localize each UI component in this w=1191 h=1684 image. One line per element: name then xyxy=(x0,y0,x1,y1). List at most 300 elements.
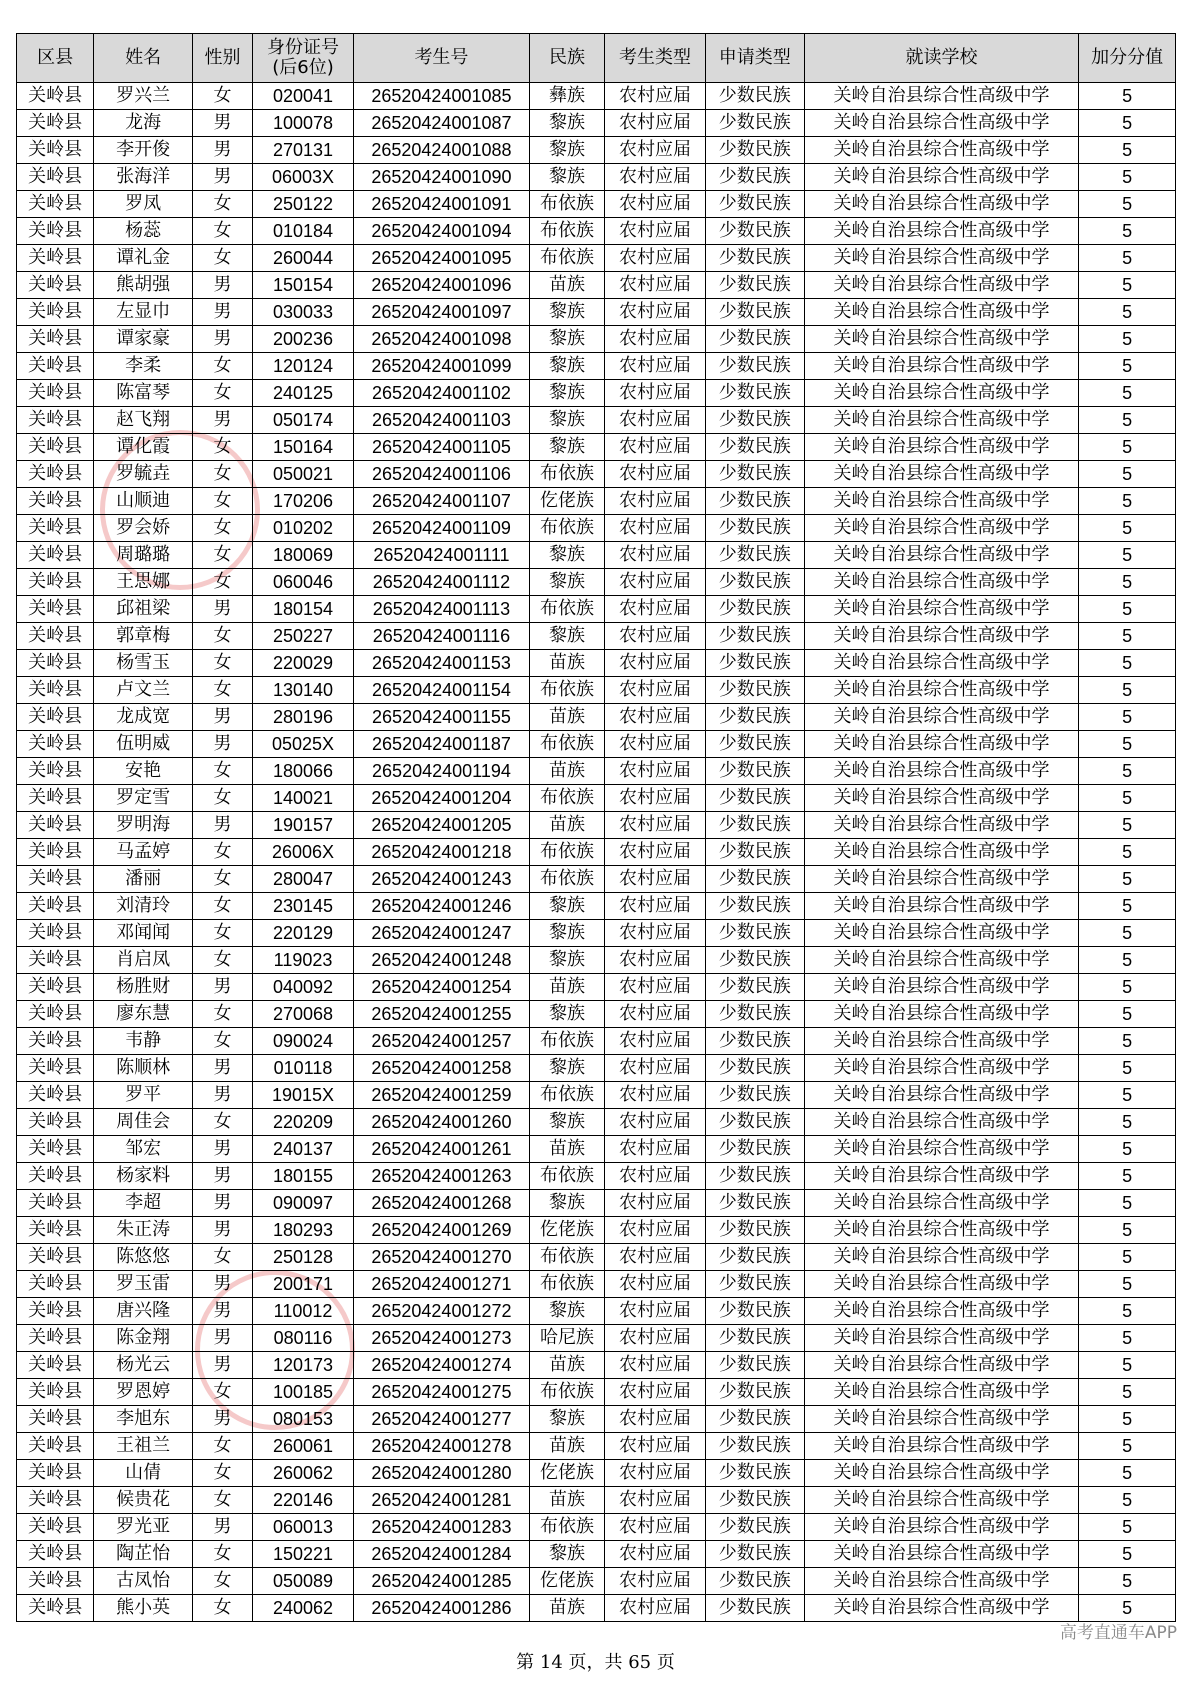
cell-id-last6: 26006X xyxy=(253,839,354,866)
cell-gender: 男 xyxy=(192,1136,252,1163)
cell-application-type: 少数民族 xyxy=(705,1244,804,1271)
cell-school: 关岭自治县综合性高级中学 xyxy=(804,758,1079,785)
cell-ethnicity: 苗族 xyxy=(529,704,604,731)
cell-ethnicity: 黎族 xyxy=(529,1298,604,1325)
cell-application-type: 少数民族 xyxy=(705,1406,804,1433)
cell-name: 赵飞翔 xyxy=(94,407,193,434)
cell-district: 关岭县 xyxy=(17,326,94,353)
cell-ethnicity: 布依族 xyxy=(529,731,604,758)
cell-district: 关岭县 xyxy=(17,1541,94,1568)
cell-ethnicity: 黎族 xyxy=(529,353,604,380)
cell-name: 李柔 xyxy=(94,353,193,380)
cell-bonus-points: 5 xyxy=(1079,1028,1176,1055)
cell-name: 陶芷怡 xyxy=(94,1541,193,1568)
cell-exam-number: 26520424001194 xyxy=(353,758,529,785)
cell-gender: 男 xyxy=(192,407,252,434)
cell-district: 关岭县 xyxy=(17,1190,94,1217)
cell-application-type: 少数民族 xyxy=(705,380,804,407)
cell-ethnicity: 布依族 xyxy=(529,785,604,812)
cell-gender: 女 xyxy=(192,1487,252,1514)
cell-school: 关岭自治县综合性高级中学 xyxy=(804,1136,1079,1163)
cell-ethnicity: 黎族 xyxy=(529,1109,604,1136)
cell-application-type: 少数民族 xyxy=(705,1568,804,1595)
cell-gender: 男 xyxy=(192,1514,252,1541)
cell-district: 关岭县 xyxy=(17,920,94,947)
cell-gender: 女 xyxy=(192,1109,252,1136)
cell-school: 关岭自治县综合性高级中学 xyxy=(804,1109,1079,1136)
cell-gender: 女 xyxy=(192,1244,252,1271)
table-row xyxy=(17,1001,1176,1028)
header-exam-number: 考生号 xyxy=(353,34,529,83)
cell-exam-number: 26520424001269 xyxy=(353,1217,529,1244)
table-row xyxy=(17,704,1176,731)
cell-id-last6: 19015X xyxy=(253,1082,354,1109)
table-row xyxy=(17,1136,1176,1163)
cell-gender: 女 xyxy=(192,1001,252,1028)
cell-exam-number: 26520424001285 xyxy=(353,1568,529,1595)
cell-gender: 男 xyxy=(192,272,252,299)
cell-district: 关岭县 xyxy=(17,1595,94,1622)
cell-school: 关岭自治县综合性高级中学 xyxy=(804,1271,1079,1298)
cell-school: 关岭自治县综合性高级中学 xyxy=(804,1541,1079,1568)
cell-ethnicity: 黎族 xyxy=(529,299,604,326)
cell-id-last6: 050089 xyxy=(253,1568,354,1595)
cell-application-type: 少数民族 xyxy=(705,1460,804,1487)
cell-gender: 女 xyxy=(192,866,252,893)
cell-exam-number: 26520424001247 xyxy=(353,920,529,947)
header-candidate-type: 考生类型 xyxy=(605,34,706,83)
cell-id-last6: 120173 xyxy=(253,1352,354,1379)
cell-exam-number: 26520424001275 xyxy=(353,1379,529,1406)
cell-ethnicity: 仡佬族 xyxy=(529,1217,604,1244)
cell-school: 关岭自治县综合性高级中学 xyxy=(804,974,1079,1001)
cell-exam-number: 26520424001270 xyxy=(353,1244,529,1271)
cell-bonus-points: 5 xyxy=(1079,839,1176,866)
cell-name: 杨雪玉 xyxy=(94,650,193,677)
table-row xyxy=(17,299,1176,326)
cell-candidate-type: 农村应届 xyxy=(605,191,706,218)
cell-application-type: 少数民族 xyxy=(705,866,804,893)
cell-name: 罗明海 xyxy=(94,812,193,839)
cell-name: 邹宏 xyxy=(94,1136,193,1163)
cell-candidate-type: 农村应届 xyxy=(605,623,706,650)
table-row xyxy=(17,1298,1176,1325)
cell-exam-number: 26520424001116 xyxy=(353,623,529,650)
cell-school: 关岭自治县综合性高级中学 xyxy=(804,272,1079,299)
cell-school: 关岭自治县综合性高级中学 xyxy=(804,1460,1079,1487)
cell-gender: 女 xyxy=(192,218,252,245)
cell-name: 熊胡强 xyxy=(94,272,193,299)
cell-gender: 女 xyxy=(192,245,252,272)
cell-application-type: 少数民族 xyxy=(705,1379,804,1406)
cell-district: 关岭县 xyxy=(17,758,94,785)
header-name: 姓名 xyxy=(94,34,193,83)
cell-school: 关岭自治县综合性高级中学 xyxy=(804,785,1079,812)
cell-district: 关岭县 xyxy=(17,299,94,326)
cell-school: 关岭自治县综合性高级中学 xyxy=(804,1190,1079,1217)
cell-ethnicity: 黎族 xyxy=(529,569,604,596)
cell-name: 朱正涛 xyxy=(94,1217,193,1244)
cell-ethnicity: 黎族 xyxy=(529,326,604,353)
cell-exam-number: 26520424001272 xyxy=(353,1298,529,1325)
cell-application-type: 少数民族 xyxy=(705,110,804,137)
cell-district: 关岭县 xyxy=(17,245,94,272)
cell-gender: 男 xyxy=(192,812,252,839)
cell-candidate-type: 农村应届 xyxy=(605,650,706,677)
cell-gender: 男 xyxy=(192,731,252,758)
cell-exam-number: 26520424001096 xyxy=(353,272,529,299)
cell-id-last6: 180155 xyxy=(253,1163,354,1190)
cell-id-last6: 260062 xyxy=(253,1460,354,1487)
cell-district: 关岭县 xyxy=(17,704,94,731)
cell-school: 关岭自治县综合性高级中学 xyxy=(804,866,1079,893)
cell-candidate-type: 农村应届 xyxy=(605,1325,706,1352)
cell-name: 唐兴隆 xyxy=(94,1298,193,1325)
cell-school: 关岭自治县综合性高级中学 xyxy=(804,407,1079,434)
app-watermark: 高考直通车APP xyxy=(1059,1623,1177,1643)
cell-candidate-type: 农村应届 xyxy=(605,1163,706,1190)
cell-candidate-type: 农村应届 xyxy=(605,488,706,515)
cell-district: 关岭县 xyxy=(17,1271,94,1298)
cell-candidate-type: 农村应届 xyxy=(605,1001,706,1028)
cell-id-last6: 180293 xyxy=(253,1217,354,1244)
cell-gender: 男 xyxy=(192,1190,252,1217)
cell-district: 关岭县 xyxy=(17,1298,94,1325)
cell-district: 关岭县 xyxy=(17,974,94,1001)
cell-candidate-type: 农村应届 xyxy=(605,1352,706,1379)
cell-gender: 女 xyxy=(192,515,252,542)
cell-candidate-type: 农村应届 xyxy=(605,866,706,893)
cell-ethnicity: 黎族 xyxy=(529,110,604,137)
cell-school: 关岭自治县综合性高级中学 xyxy=(804,218,1079,245)
cell-district: 关岭县 xyxy=(17,353,94,380)
cell-bonus-points: 5 xyxy=(1079,1109,1176,1136)
cell-school: 关岭自治县综合性高级中学 xyxy=(804,164,1079,191)
cell-bonus-points: 5 xyxy=(1079,731,1176,758)
cell-name: 罗玉雷 xyxy=(94,1271,193,1298)
cell-name: 杨胜财 xyxy=(94,974,193,1001)
cell-id-last6: 150164 xyxy=(253,434,354,461)
cell-exam-number: 26520424001187 xyxy=(353,731,529,758)
table-row xyxy=(17,137,1176,164)
cell-district: 关岭县 xyxy=(17,1028,94,1055)
cell-exam-number: 26520424001109 xyxy=(353,515,529,542)
cell-bonus-points: 5 xyxy=(1079,1001,1176,1028)
cell-name: 罗平 xyxy=(94,1082,193,1109)
cell-district: 关岭县 xyxy=(17,164,94,191)
cell-district: 关岭县 xyxy=(17,947,94,974)
cell-school: 关岭自治县综合性高级中学 xyxy=(804,1568,1079,1595)
cell-gender: 男 xyxy=(192,299,252,326)
cell-exam-number: 26520424001154 xyxy=(353,677,529,704)
cell-exam-number: 26520424001255 xyxy=(353,1001,529,1028)
cell-exam-number: 26520424001248 xyxy=(353,947,529,974)
cell-id-last6: 120124 xyxy=(253,353,354,380)
cell-id-last6: 130140 xyxy=(253,677,354,704)
cell-name: 王祖兰 xyxy=(94,1433,193,1460)
cell-exam-number: 26520424001246 xyxy=(353,893,529,920)
cell-bonus-points: 5 xyxy=(1079,1460,1176,1487)
cell-gender: 男 xyxy=(192,1217,252,1244)
cell-ethnicity: 黎族 xyxy=(529,1001,604,1028)
cell-application-type: 少数民族 xyxy=(705,1001,804,1028)
cell-candidate-type: 农村应届 xyxy=(605,299,706,326)
cell-exam-number: 26520424001088 xyxy=(353,137,529,164)
table-row xyxy=(17,488,1176,515)
cell-id-last6: 119023 xyxy=(253,947,354,974)
table-row xyxy=(17,542,1176,569)
cell-school: 关岭自治县综合性高级中学 xyxy=(804,677,1079,704)
cell-candidate-type: 农村应届 xyxy=(605,1136,706,1163)
cell-bonus-points: 5 xyxy=(1079,1568,1176,1595)
table-body xyxy=(17,83,1176,1622)
cell-gender: 女 xyxy=(192,353,252,380)
cell-exam-number: 26520424001085 xyxy=(353,83,529,110)
cell-candidate-type: 农村应届 xyxy=(605,1379,706,1406)
cell-name: 熊小英 xyxy=(94,1595,193,1622)
cell-application-type: 少数民族 xyxy=(705,407,804,434)
table-row xyxy=(17,515,1176,542)
cell-school: 关岭自治县综合性高级中学 xyxy=(804,191,1079,218)
cell-application-type: 少数民族 xyxy=(705,1541,804,1568)
cell-district: 关岭县 xyxy=(17,218,94,245)
cell-application-type: 少数民族 xyxy=(705,1487,804,1514)
cell-application-type: 少数民族 xyxy=(705,218,804,245)
cell-school: 关岭自治县综合性高级中学 xyxy=(804,353,1079,380)
cell-gender: 男 xyxy=(192,137,252,164)
cell-district: 关岭县 xyxy=(17,380,94,407)
cell-exam-number: 26520424001094 xyxy=(353,218,529,245)
cell-id-last6: 150221 xyxy=(253,1541,354,1568)
cell-id-last6: 080116 xyxy=(253,1325,354,1352)
cell-district: 关岭县 xyxy=(17,191,94,218)
cell-exam-number: 26520424001103 xyxy=(353,407,529,434)
cell-id-last6: 200236 xyxy=(253,326,354,353)
cell-id-last6: 050174 xyxy=(253,407,354,434)
cell-bonus-points: 5 xyxy=(1079,1541,1176,1568)
cell-candidate-type: 农村应届 xyxy=(605,785,706,812)
cell-application-type: 少数民族 xyxy=(705,515,804,542)
table-row xyxy=(17,758,1176,785)
header-ethnicity: 民族 xyxy=(529,34,604,83)
cell-exam-number: 26520424001099 xyxy=(353,353,529,380)
cell-school: 关岭自治县综合性高级中学 xyxy=(804,839,1079,866)
cell-gender: 男 xyxy=(192,596,252,623)
cell-candidate-type: 农村应届 xyxy=(605,1568,706,1595)
cell-name: 韦静 xyxy=(94,1028,193,1055)
cell-ethnicity: 黎族 xyxy=(529,920,604,947)
cell-application-type: 少数民族 xyxy=(705,1514,804,1541)
cell-gender: 女 xyxy=(192,569,252,596)
cell-school: 关岭自治县综合性高级中学 xyxy=(804,1298,1079,1325)
cell-name: 郭章梅 xyxy=(94,623,193,650)
cell-gender: 女 xyxy=(192,542,252,569)
cell-application-type: 少数民族 xyxy=(705,245,804,272)
cell-candidate-type: 农村应届 xyxy=(605,1082,706,1109)
cell-application-type: 少数民族 xyxy=(705,569,804,596)
header-gender: 性别 xyxy=(192,34,252,83)
cell-name: 马孟婷 xyxy=(94,839,193,866)
cell-school: 关岭自治县综合性高级中学 xyxy=(804,515,1079,542)
cell-exam-number: 26520424001258 xyxy=(353,1055,529,1082)
cell-bonus-points: 5 xyxy=(1079,596,1176,623)
cell-ethnicity: 苗族 xyxy=(529,812,604,839)
cell-school: 关岭自治县综合性高级中学 xyxy=(804,110,1079,137)
cell-candidate-type: 农村应届 xyxy=(605,272,706,299)
cell-ethnicity: 苗族 xyxy=(529,974,604,1001)
cell-id-last6: 010184 xyxy=(253,218,354,245)
cell-gender: 男 xyxy=(192,1271,252,1298)
cell-candidate-type: 农村应届 xyxy=(605,1541,706,1568)
cell-school: 关岭自治县综合性高级中学 xyxy=(804,1217,1079,1244)
cell-application-type: 少数民族 xyxy=(705,1163,804,1190)
cell-application-type: 少数民族 xyxy=(705,542,804,569)
cell-gender: 女 xyxy=(192,1379,252,1406)
cell-candidate-type: 农村应届 xyxy=(605,731,706,758)
cell-ethnicity: 黎族 xyxy=(529,947,604,974)
cell-ethnicity: 布依族 xyxy=(529,245,604,272)
cell-district: 关岭县 xyxy=(17,893,94,920)
cell-ethnicity: 布依族 xyxy=(529,515,604,542)
table-row xyxy=(17,1433,1176,1460)
cell-name: 谭礼金 xyxy=(94,245,193,272)
cell-school: 关岭自治县综合性高级中学 xyxy=(804,1379,1079,1406)
cell-ethnicity: 仡佬族 xyxy=(529,488,604,515)
cell-exam-number: 26520424001204 xyxy=(353,785,529,812)
cell-id-last6: 270131 xyxy=(253,137,354,164)
table-row xyxy=(17,1379,1176,1406)
table-row xyxy=(17,380,1176,407)
table-row xyxy=(17,218,1176,245)
cell-district: 关岭县 xyxy=(17,839,94,866)
cell-id-last6: 240062 xyxy=(253,1595,354,1622)
cell-ethnicity: 苗族 xyxy=(529,1487,604,1514)
table-row xyxy=(17,245,1176,272)
table-row xyxy=(17,1109,1176,1136)
cell-gender: 男 xyxy=(192,1055,252,1082)
cell-bonus-points: 5 xyxy=(1079,1298,1176,1325)
cell-gender: 女 xyxy=(192,191,252,218)
cell-bonus-points: 5 xyxy=(1079,650,1176,677)
header-district: 区县 xyxy=(17,34,94,83)
cell-candidate-type: 农村应届 xyxy=(605,758,706,785)
cell-gender: 男 xyxy=(192,704,252,731)
cell-id-last6: 280196 xyxy=(253,704,354,731)
cell-bonus-points: 5 xyxy=(1079,812,1176,839)
cell-ethnicity: 苗族 xyxy=(529,1136,604,1163)
table-row xyxy=(17,1028,1176,1055)
cell-bonus-points: 5 xyxy=(1079,1271,1176,1298)
cell-name: 邱祖梁 xyxy=(94,596,193,623)
cell-district: 关岭县 xyxy=(17,434,94,461)
cell-bonus-points: 5 xyxy=(1079,461,1176,488)
cell-name: 陈顺林 xyxy=(94,1055,193,1082)
table-row xyxy=(17,1460,1176,1487)
cell-district: 关岭县 xyxy=(17,1568,94,1595)
cell-name: 陈金翔 xyxy=(94,1325,193,1352)
cell-candidate-type: 农村应届 xyxy=(605,893,706,920)
cell-ethnicity: 布依族 xyxy=(529,1028,604,1055)
cell-name: 左显巾 xyxy=(94,299,193,326)
cell-gender: 女 xyxy=(192,785,252,812)
cell-district: 关岭县 xyxy=(17,272,94,299)
cell-ethnicity: 布依族 xyxy=(529,1379,604,1406)
table-row xyxy=(17,83,1176,110)
cell-school: 关岭自治县综合性高级中学 xyxy=(804,1325,1079,1352)
cell-name: 古凤怡 xyxy=(94,1568,193,1595)
cell-candidate-type: 农村应届 xyxy=(605,218,706,245)
cell-district: 关岭县 xyxy=(17,623,94,650)
cell-ethnicity: 苗族 xyxy=(529,1352,604,1379)
table-row xyxy=(17,1217,1176,1244)
cell-bonus-points: 5 xyxy=(1079,299,1176,326)
cell-bonus-points: 5 xyxy=(1079,137,1176,164)
cell-school: 关岭自治县综合性高级中学 xyxy=(804,1055,1079,1082)
cell-school: 关岭自治县综合性高级中学 xyxy=(804,488,1079,515)
cell-district: 关岭县 xyxy=(17,488,94,515)
cell-bonus-points: 5 xyxy=(1079,83,1176,110)
cell-name: 陈富琴 xyxy=(94,380,193,407)
cell-district: 关岭县 xyxy=(17,650,94,677)
cell-id-last6: 080153 xyxy=(253,1406,354,1433)
cell-name: 李超 xyxy=(94,1190,193,1217)
cell-id-last6: 250128 xyxy=(253,1244,354,1271)
cell-gender: 女 xyxy=(192,623,252,650)
cell-id-last6: 110012 xyxy=(253,1298,354,1325)
cell-exam-number: 26520424001097 xyxy=(353,299,529,326)
cell-bonus-points: 5 xyxy=(1079,164,1176,191)
cell-bonus-points: 5 xyxy=(1079,893,1176,920)
cell-ethnicity: 黎族 xyxy=(529,380,604,407)
cell-id-last6: 270068 xyxy=(253,1001,354,1028)
cell-ethnicity: 黎族 xyxy=(529,164,604,191)
cell-application-type: 少数民族 xyxy=(705,1136,804,1163)
cell-application-type: 少数民族 xyxy=(705,974,804,1001)
cell-gender: 女 xyxy=(192,947,252,974)
cell-exam-number: 26520424001259 xyxy=(353,1082,529,1109)
cell-candidate-type: 农村应届 xyxy=(605,407,706,434)
cell-name: 罗会娇 xyxy=(94,515,193,542)
cell-district: 关岭县 xyxy=(17,596,94,623)
cell-bonus-points: 5 xyxy=(1079,380,1176,407)
cell-application-type: 少数民族 xyxy=(705,434,804,461)
table-row xyxy=(17,731,1176,758)
table-row xyxy=(17,650,1176,677)
table-row xyxy=(17,1406,1176,1433)
cell-exam-number: 26520424001286 xyxy=(353,1595,529,1622)
table-row xyxy=(17,1514,1176,1541)
cell-gender: 男 xyxy=(192,1298,252,1325)
cell-school: 关岭自治县综合性高级中学 xyxy=(804,1595,1079,1622)
cell-ethnicity: 黎族 xyxy=(529,1541,604,1568)
cell-exam-number: 26520424001218 xyxy=(353,839,529,866)
cell-candidate-type: 农村应届 xyxy=(605,353,706,380)
cell-name: 邓闻闻 xyxy=(94,920,193,947)
table-row xyxy=(17,326,1176,353)
cell-application-type: 少数民族 xyxy=(705,920,804,947)
cell-bonus-points: 5 xyxy=(1079,488,1176,515)
cell-name: 龙海 xyxy=(94,110,193,137)
cell-name: 杨光云 xyxy=(94,1352,193,1379)
cell-name: 卢文兰 xyxy=(94,677,193,704)
cell-school: 关岭自治县综合性高级中学 xyxy=(804,1028,1079,1055)
cell-candidate-type: 农村应届 xyxy=(605,164,706,191)
cell-ethnicity: 布依族 xyxy=(529,218,604,245)
cell-bonus-points: 5 xyxy=(1079,434,1176,461)
cell-bonus-points: 5 xyxy=(1079,515,1176,542)
cell-exam-number: 26520424001263 xyxy=(353,1163,529,1190)
cell-candidate-type: 农村应届 xyxy=(605,704,706,731)
